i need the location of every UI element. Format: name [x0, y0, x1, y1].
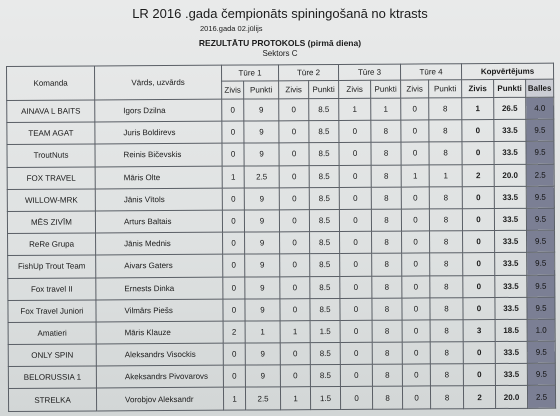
- round1-zivis-cell: 0: [222, 121, 244, 143]
- sub-header-punkti: Punkti: [494, 79, 526, 97]
- round3-punkti-cell: 8: [371, 120, 401, 142]
- round2-zivis-cell: 0: [280, 232, 310, 254]
- round3-zivis-cell: 0: [340, 298, 372, 320]
- col-header-vards: Vārds, uzvārds: [95, 65, 222, 100]
- round3-zivis-cell: 0: [340, 231, 372, 253]
- round2-zivis-cell: 0: [280, 298, 310, 320]
- round2-punkti-cell: 8.5: [310, 298, 340, 320]
- round4-punkti-cell: 8: [430, 275, 463, 297]
- round4-punkti-cell: 8: [429, 209, 462, 231]
- round2-punkti-cell: 8.5: [309, 98, 339, 120]
- round1-punkti-cell: 2.5: [245, 387, 280, 409]
- athlete-name-cell: Akeksandrs Pivovarovs: [96, 365, 223, 388]
- round3-punkti-cell: 8: [372, 253, 402, 275]
- round3-zivis-cell: 0: [339, 120, 371, 142]
- round4-zivis-cell: 0: [402, 275, 430, 297]
- overall-punkti-cell: 33.5: [494, 120, 526, 142]
- overall-zivis-cell: 0: [463, 253, 495, 275]
- round3-punkti-cell: 8: [371, 142, 401, 164]
- round4-punkti-cell: 8: [430, 231, 463, 253]
- col-header-round-4: Tūre 4: [400, 64, 461, 80]
- team-cell: WILLOW-MRK: [7, 189, 95, 212]
- round1-zivis-cell: 0: [223, 299, 245, 321]
- round1-punkti-cell: 9: [245, 254, 280, 276]
- sub-header-punkti: Punkti: [309, 80, 339, 98]
- overall-zivis-cell: 0: [462, 142, 494, 164]
- round2-punkti-cell: 8.5: [310, 232, 340, 254]
- document-title: LR 2016 .gada čempionāts spiningošanā no ktrasts: [132, 6, 428, 21]
- round4-punkti-cell: 8: [430, 297, 463, 319]
- round3-punkti-cell: 8: [372, 298, 402, 320]
- team-cell: AINAVA L BAITS: [7, 100, 95, 123]
- round2-zivis-cell: 0: [280, 343, 310, 365]
- round3-punkti-cell: 8: [372, 387, 402, 409]
- col-header-round-1: Tūre 1: [221, 65, 278, 81]
- round3-zivis-cell: 0: [340, 342, 372, 364]
- round4-punkti-cell: 8: [430, 320, 463, 342]
- sub-header-punkti: Punkti: [371, 80, 401, 98]
- overall-balles-cell: 9.5: [527, 275, 555, 297]
- sub-header-punkti: Punkti: [244, 81, 279, 99]
- round1-zivis-cell: 1: [223, 387, 245, 409]
- round1-punkti-cell: 9: [245, 365, 280, 387]
- round4-punkti-cell: 8: [430, 253, 463, 275]
- overall-balles-cell: 9.5: [526, 119, 554, 141]
- overall-zivis-cell: 0: [462, 120, 494, 142]
- round1-zivis-cell: 1: [222, 166, 244, 188]
- round4-zivis-cell: 0: [402, 231, 430, 253]
- round4-zivis-cell: 0: [401, 187, 429, 209]
- round3-punkti-cell: 1: [371, 98, 401, 120]
- overall-balles-cell: 2.5: [526, 164, 554, 186]
- overall-punkti-cell: 33.5: [495, 275, 527, 297]
- round4-punkti-cell: 8: [430, 364, 463, 386]
- round2-punkti-cell: 8.5: [310, 276, 340, 298]
- team-cell: FOX TRAVEL: [7, 167, 95, 190]
- round1-zivis-cell: 0: [222, 143, 244, 165]
- round2-punkti-cell: 8.5: [309, 187, 339, 209]
- round3-zivis-cell: 0: [340, 276, 372, 298]
- round3-punkti-cell: 8: [372, 276, 402, 298]
- round4-zivis-cell: 0: [402, 253, 430, 275]
- overall-balles-cell: 9.5: [527, 341, 555, 363]
- round1-punkti-cell: 9: [245, 276, 280, 298]
- round1-punkti-cell: 9: [245, 343, 280, 365]
- team-cell: TroutNuts: [7, 144, 95, 167]
- round2-zivis-cell: 0: [279, 99, 309, 121]
- overall-punkti-cell: 33.5: [494, 208, 526, 230]
- overall-balles-cell: 2.5: [527, 386, 555, 408]
- sub-header-zivis: Zivis: [279, 81, 309, 99]
- results-table: [6, 63, 556, 412]
- round1-punkti-cell: 2.5: [244, 165, 279, 187]
- overall-punkti-cell: 18.5: [495, 319, 527, 341]
- athlete-name-cell: Ernests Dinka: [96, 277, 223, 300]
- team-cell: ReRe Grupa: [8, 233, 96, 256]
- table-row: [8, 386, 555, 412]
- round4-punkti-cell: 8: [429, 98, 462, 120]
- athlete-name-cell: Reinis Bičevskis: [95, 144, 222, 167]
- team-cell: FishUp Trout Team: [8, 255, 96, 278]
- overall-balles-cell: 9.5: [527, 230, 555, 252]
- round4-zivis-cell: 0: [402, 298, 430, 320]
- round4-zivis-cell: 0: [401, 120, 429, 142]
- overall-punkti-cell: 33.5: [494, 186, 526, 208]
- overall-zivis-cell: 0: [463, 231, 495, 253]
- round2-punkti-cell: 1.5: [310, 387, 340, 409]
- overall-punkti-cell: 33.5: [495, 297, 527, 319]
- overall-punkti-cell: 33.5: [495, 364, 527, 386]
- round1-punkti-cell: 9: [245, 299, 280, 321]
- round1-punkti-cell: 9: [245, 232, 280, 254]
- round3-zivis-cell: 0: [340, 320, 372, 342]
- round3-zivis-cell: 0: [340, 365, 372, 387]
- overall-zivis-cell: 1: [462, 98, 494, 120]
- round3-zivis-cell: 0: [340, 254, 372, 276]
- round3-punkti-cell: 8: [372, 342, 402, 364]
- overall-zivis-cell: 0: [463, 364, 495, 386]
- team-cell: Fox Travel Juniori: [8, 300, 96, 323]
- round2-zivis-cell: 0: [279, 121, 309, 143]
- round4-zivis-cell: 0: [402, 364, 430, 386]
- athlete-name-cell: Māris Olte: [95, 166, 222, 189]
- overall-balles-cell: 9.5: [527, 252, 555, 274]
- athlete-name-cell: Jānis Mednis: [96, 232, 223, 255]
- round2-zivis-cell: 0: [279, 143, 309, 165]
- overall-balles-cell: 4.0: [526, 97, 554, 119]
- round4-zivis-cell: 0: [402, 320, 430, 342]
- round1-zivis-cell: 0: [223, 277, 245, 299]
- overall-punkti-cell: 33.5: [495, 341, 527, 363]
- round3-zivis-cell: 1: [339, 98, 371, 120]
- round4-zivis-cell: 0: [402, 386, 430, 408]
- col-header-round-3: Tūre 3: [338, 64, 400, 80]
- overall-punkti-cell: 20.0: [495, 386, 527, 408]
- protocol-subtitle: REZULTĀTU PROTOKOLS (pirmā diena): [198, 38, 362, 48]
- overall-balles-cell: 9.5: [527, 363, 555, 385]
- round3-zivis-cell: 0: [339, 209, 371, 231]
- round4-zivis-cell: 0: [401, 209, 429, 231]
- overall-balles-cell: 9.5: [526, 186, 554, 208]
- overall-zivis-cell: 0: [463, 297, 495, 319]
- round2-zivis-cell: 0: [279, 210, 309, 232]
- overall-balles-cell: 9.5: [526, 208, 554, 230]
- team-cell: Fox travel II: [8, 277, 96, 300]
- round2-punkti-cell: 1.5: [310, 320, 340, 342]
- col-header-komanda: Komanda: [7, 66, 95, 101]
- round2-zivis-cell: 0: [280, 365, 310, 387]
- round3-punkti-cell: 8: [371, 209, 401, 231]
- round3-zivis-cell: 0: [340, 387, 372, 409]
- overall-zivis-cell: 3: [463, 319, 495, 341]
- team-cell: MĒS ZIVĪM: [7, 211, 95, 234]
- overall-zivis-cell: 0: [463, 342, 495, 364]
- round1-punkti-cell: 9: [244, 188, 279, 210]
- round1-punkti-cell: 9: [244, 99, 279, 121]
- athlete-name-cell: Vilmārs Piešs: [96, 299, 223, 322]
- overall-zivis-cell: 2: [462, 164, 494, 186]
- sub-header-zivis: Zivis: [462, 80, 494, 98]
- round4-punkti-cell: 8: [429, 120, 462, 142]
- round4-zivis-cell: 0: [402, 342, 430, 364]
- athlete-name-cell: Igors Dzilna: [95, 99, 222, 122]
- round2-punkti-cell: 8.5: [310, 365, 340, 387]
- athlete-name-cell: Aivars Gaters: [96, 254, 223, 277]
- athlete-name-cell: Arturs Baltais: [95, 210, 222, 233]
- overall-punkti-cell: 20.0: [494, 164, 526, 186]
- overall-punkti-cell: 33.5: [495, 253, 527, 275]
- round4-zivis-cell: 0: [401, 98, 429, 120]
- round1-zivis-cell: 2: [223, 321, 245, 343]
- round4-punkti-cell: 1: [429, 164, 462, 186]
- team-cell: ONLY SPIN: [8, 344, 96, 367]
- round1-zivis-cell: 0: [223, 343, 245, 365]
- team-cell: STRELKA: [8, 388, 96, 411]
- athlete-name-cell: Vorobjov Aleksandr: [96, 388, 223, 411]
- overall-balles-cell: 9.5: [527, 297, 555, 319]
- athlete-name-cell: Aleksandrs Visockis: [96, 343, 223, 366]
- round4-punkti-cell: 8: [430, 342, 463, 364]
- team-cell: Amatieri: [8, 322, 96, 345]
- sub-header-zivis: Zivis: [339, 80, 371, 98]
- round2-zivis-cell: 1: [280, 387, 310, 409]
- overall-punkti-cell: 33.5: [495, 230, 527, 252]
- document-date: 2016.gada 02.jūlijs: [200, 24, 263, 33]
- team-cell: BELORUSSIA 1: [8, 366, 96, 389]
- round2-zivis-cell: 0: [280, 254, 310, 276]
- round3-zivis-cell: 0: [339, 187, 371, 209]
- round2-punkti-cell: 8.5: [309, 165, 339, 187]
- col-header-round-2: Tūre 2: [278, 64, 338, 80]
- round2-zivis-cell: 0: [280, 276, 310, 298]
- athlete-name-cell: Jānis Vītols: [95, 188, 222, 211]
- round1-punkti-cell: 9: [244, 121, 279, 143]
- round1-zivis-cell: 0: [222, 99, 244, 121]
- round2-zivis-cell: 0: [279, 165, 309, 187]
- round2-punkti-cell: 8.5: [309, 143, 339, 165]
- overall-punkti-cell: 33.5: [494, 142, 526, 164]
- round4-zivis-cell: 0: [401, 142, 429, 164]
- round2-zivis-cell: 0: [279, 187, 309, 209]
- round1-zivis-cell: 0: [223, 232, 245, 254]
- round3-punkti-cell: 8: [371, 165, 401, 187]
- round1-zivis-cell: 0: [223, 254, 245, 276]
- round2-punkti-cell: 8.5: [309, 209, 339, 231]
- round1-punkti-cell: 9: [244, 143, 279, 165]
- round3-punkti-cell: 8: [372, 231, 402, 253]
- round3-zivis-cell: 0: [339, 165, 371, 187]
- round4-punkti-cell: 8: [430, 386, 463, 408]
- round2-punkti-cell: 8.5: [310, 343, 340, 365]
- sub-header-zivis: Zivis: [222, 81, 244, 99]
- round1-zivis-cell: 0: [223, 365, 245, 387]
- round2-zivis-cell: 1: [280, 321, 310, 343]
- team-cell: TEAM AGAT: [7, 122, 95, 145]
- overall-balles-cell: 9.5: [526, 142, 554, 164]
- overall-zivis-cell: 0: [463, 275, 495, 297]
- round4-punkti-cell: 8: [429, 186, 462, 208]
- round4-punkti-cell: 8: [429, 142, 462, 164]
- round3-punkti-cell: 8: [372, 320, 402, 342]
- round1-punkti-cell: 1: [245, 321, 280, 343]
- overall-zivis-cell: 0: [462, 208, 494, 230]
- round2-punkti-cell: 8.5: [309, 121, 339, 143]
- athlete-name-cell: Juris Boldirevs: [95, 121, 222, 144]
- round1-zivis-cell: 0: [222, 188, 244, 210]
- sub-header-punkti: Punkti: [429, 80, 462, 98]
- sub-header-zivis: Zivis: [401, 80, 429, 98]
- overall-balles-cell: 1.0: [527, 319, 555, 341]
- overall-zivis-cell: 0: [462, 186, 494, 208]
- overall-zivis-cell: 2: [463, 386, 495, 408]
- round3-punkti-cell: 8: [372, 364, 402, 386]
- round1-zivis-cell: 0: [222, 210, 244, 232]
- overall-punkti-cell: 26.5: [494, 97, 526, 119]
- sub-header-balles: Balles: [526, 79, 554, 97]
- round1-punkti-cell: 9: [244, 210, 279, 232]
- round3-punkti-cell: 8: [371, 187, 401, 209]
- col-header-overall: Kopvērtējums: [461, 63, 553, 80]
- round4-zivis-cell: 1: [401, 164, 429, 186]
- athlete-name-cell: Māris Klauze: [96, 321, 223, 344]
- round2-punkti-cell: 8.5: [310, 254, 340, 276]
- sector-label: Sektors C: [262, 49, 298, 58]
- round3-zivis-cell: 0: [339, 143, 371, 165]
